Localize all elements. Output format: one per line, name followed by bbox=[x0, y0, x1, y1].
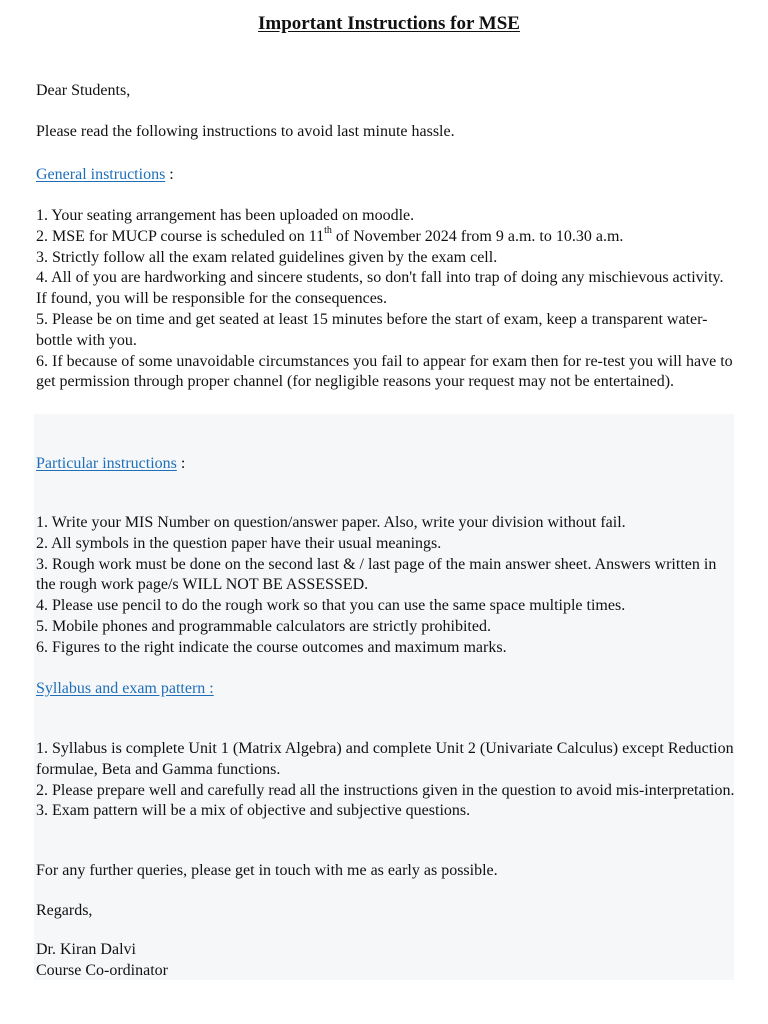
particular-item-6: 6. Figures to the right indicate the course outcomes and maximum marks. bbox=[36, 638, 507, 656]
general-instructions-list bbox=[36, 206, 736, 393]
particular-item-1: 1. Write your MIS Number on question/answer paper. Also, write your division without fail. bbox=[36, 514, 626, 531]
general-item-5: 5. Please be on time and get seated at least 15 minutes before the start of exam, keep a transparent water-bottle with you. bbox=[36, 310, 708, 349]
syllabus-item-3: 3. Exam pattern will be a mix of objective and subjective questions. bbox=[36, 802, 471, 820]
particular-item-3: 3. Rough work must be done on the second last & / last page of the main answer sheet. Answers written in the rough work page/s WILL NOT BE ASSESSED. bbox=[36, 555, 717, 594]
closing-text: For any further queries, please get in touch with me as early as possible. bbox=[36, 862, 498, 879]
syllabus-link[interactable]: Syllabus and exam pattern : bbox=[36, 680, 214, 697]
general-item-2 bbox=[36, 227, 736, 248]
particular-instructions-list bbox=[36, 513, 736, 659]
syllabus-list bbox=[36, 739, 736, 822]
general-item-2-rest: of November 2024 from 9 a.m. to 10.30 a.m. bbox=[331, 227, 624, 245]
syllabus-item-1: 1. Syllabus is complete Unit 1 (Matrix Algebra) and complete Unit 2 (Univariate Calculus) except Reduction formulae, Beta and Gamma functions. bbox=[36, 740, 734, 778]
general-item-2-sup: th bbox=[324, 225, 332, 237]
general-item-3: 3. Strictly follow all the exam related guidelines given by the exam cell. bbox=[36, 248, 498, 266]
greeting: Dear Students, bbox=[36, 82, 131, 99]
general-heading-suffix: : bbox=[165, 166, 174, 183]
particular-heading-suffix: : bbox=[176, 455, 186, 472]
regards-text: Regards, bbox=[36, 902, 93, 919]
particular-item-2: 2. All symbols in the question paper have their usual meanings. bbox=[36, 534, 442, 552]
particular-item-4: 4. Please use pencil to do the rough work so that you can use the same space multiple times. bbox=[36, 597, 626, 615]
particular-heading-line bbox=[36, 454, 736, 475]
intro-text: Please read the following instructions to avoid last minute hassle. bbox=[36, 123, 455, 140]
general-heading-line bbox=[36, 165, 736, 186]
particular-item-5: 5. Mobile phones and programmable calculators are strictly prohibited. bbox=[36, 617, 491, 635]
syllabus-heading-line bbox=[36, 679, 736, 700]
signature-name: Dr. Kiran Dalvi bbox=[36, 941, 136, 958]
syllabus-item-2: 2. Please prepare well and carefully read all the instructions given in the question to avoid mis-interpretation. bbox=[36, 781, 735, 799]
general-item-6: 6. If because of some unavoidable circumstances you fail to appear for exam then for re-test you will have to get permission through proper channel (for negligible reasons your request may not be entertained). bbox=[36, 352, 733, 391]
document-title: Important Instructions for MSE bbox=[258, 13, 520, 34]
signature bbox=[36, 940, 736, 982]
general-item-4: 4. All of you are hardworking and sincere students, so don't fall into trap of doing any mischievous activity. If found, you will be responsible for the consequences. bbox=[36, 269, 724, 308]
signature-role: Course Co-ordinator bbox=[36, 961, 168, 979]
general-instructions-link[interactable]: General instructions bbox=[36, 166, 166, 183]
general-item-1: 1. Your seating arrangement has been uploaded on moodle. bbox=[36, 207, 415, 224]
particular-instructions-link[interactable]: Particular instructions bbox=[36, 455, 177, 472]
general-item-2-text: 2. MSE for MUCP course is scheduled on 11 bbox=[36, 227, 325, 245]
